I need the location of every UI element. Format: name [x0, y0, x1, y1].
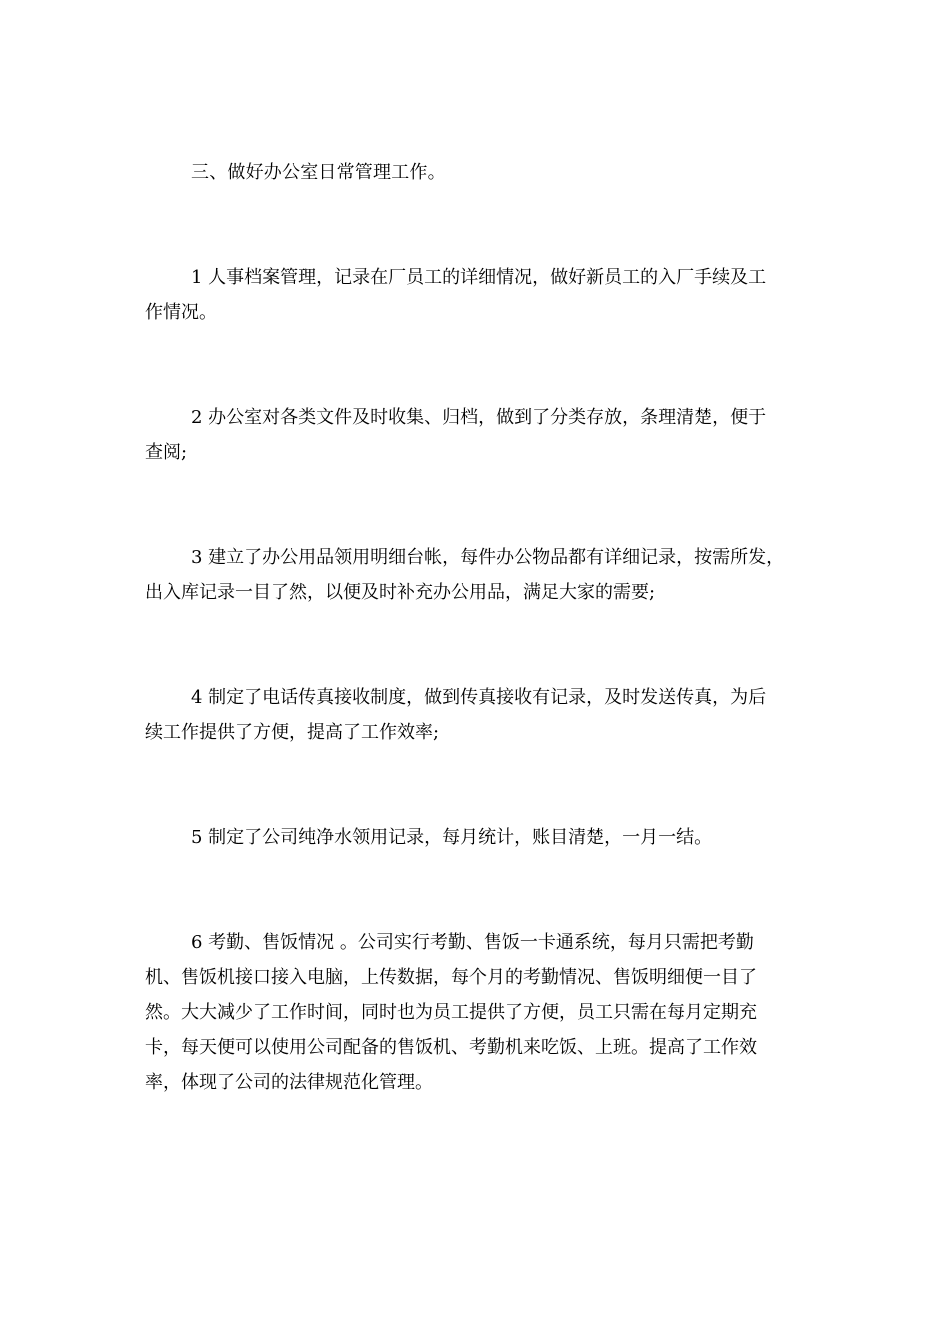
paragraph-1-line-1: 1 人事档案管理，记录在厂员工的详细情况，做好新员工的入厂手续及工: [191, 267, 767, 288]
paragraph-6-line-3: 然。大大减少了工作时间，同时也为员工提供了方便，员工只需在每月定期充: [145, 1002, 757, 1023]
paragraph-5-line-1: 5 制定了公司纯净水领用记录，每月统计，账目清楚，一月一结。: [191, 827, 713, 848]
paragraph-4-line-2: 续工作提供了方便，提高了工作效率;: [145, 722, 440, 743]
paragraph-6-line-5: 率，体现了公司的法律规范化管理。: [145, 1072, 433, 1093]
section-heading: 三、做好办公室日常管理工作。: [191, 162, 446, 183]
paragraph-2-line-1: 2 办公室对各类文件及时收集、归档，做到了分类存放，条理清楚，便于: [191, 407, 767, 428]
paragraph-6-line-2: 机、售饭机接口接入电脑，上传数据，每个月的考勤情况、售饭明细便一目了: [145, 967, 757, 988]
paragraph-1-line-2: 作情况。: [145, 302, 217, 323]
paragraph-6-line-1: 6 考勤、售饭情况 。公司实行考勤、售饭一卡通系统，每月只需把考勤: [191, 932, 754, 953]
paragraph-6-line-4: 卡，每天便可以使用公司配备的售饭机、考勤机来吃饭、上班。提高了工作效: [145, 1037, 757, 1058]
paragraph-3-line-2: 出入库记录一目了然，以便及时补充办公用品，满足大家的需要;: [145, 582, 656, 603]
paragraph-2-line-2: 查阅;: [145, 442, 188, 463]
paragraph-4-line-1: 4 制定了电话传真接收制度，做到传真接收有记录，及时发送传真，为后: [191, 687, 767, 708]
paragraph-3-line-1: 3 建立了办公用品领用明细台帐，每件办公物品都有详细记录，按需所发，: [191, 547, 785, 568]
